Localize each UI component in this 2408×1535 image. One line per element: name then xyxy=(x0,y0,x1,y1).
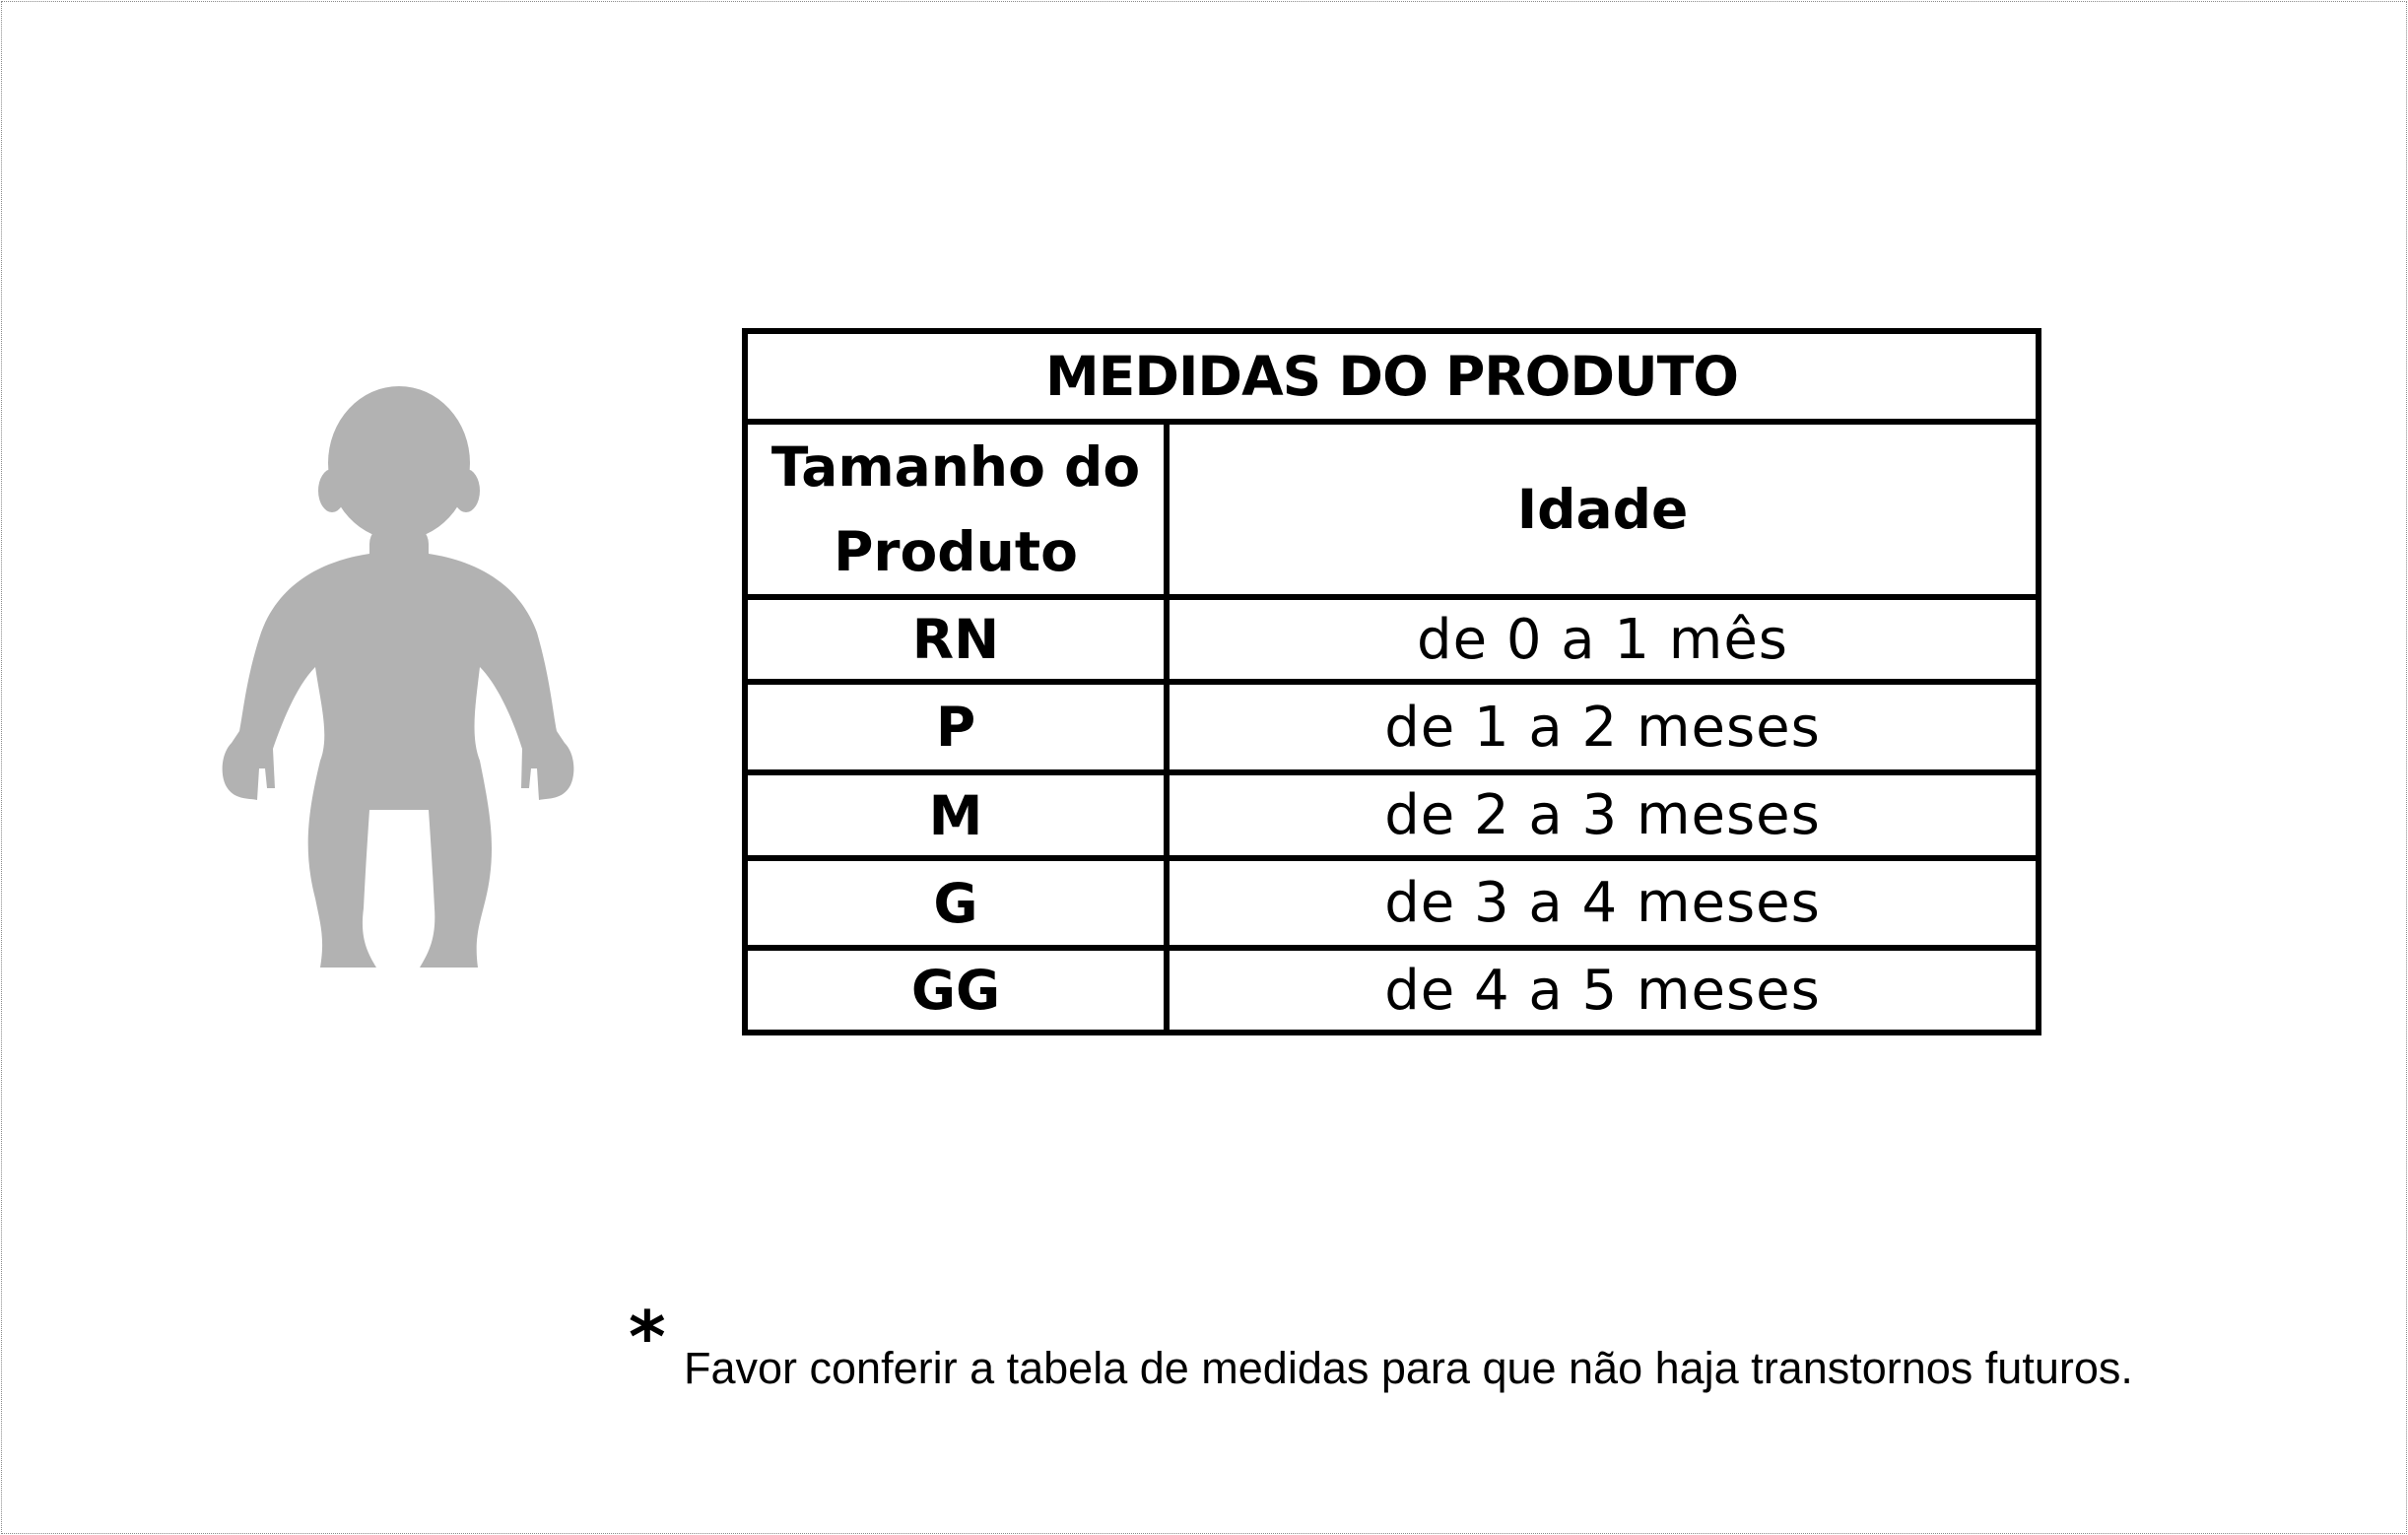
table-row xyxy=(745,772,2039,858)
size-cell: M xyxy=(745,772,1167,858)
table-row xyxy=(745,858,2039,948)
age-cell: de 3 a 4 meses xyxy=(1167,858,2039,948)
table-row xyxy=(745,948,2039,1033)
footnote-asterisk: * xyxy=(629,1296,666,1378)
size-cell: RN xyxy=(745,597,1167,682)
age-cell: de 0 a 1 mês xyxy=(1167,597,2039,682)
age-cell: de 4 a 5 meses xyxy=(1167,948,2039,1033)
header-size xyxy=(745,422,1167,597)
size-cell: GG xyxy=(745,948,1167,1033)
size-cell: G xyxy=(745,858,1167,948)
footnote-text: Favor conferir a tabela de medidas para que não haja transtornos futuros. xyxy=(684,1343,2133,1393)
age-cell: de 2 a 3 meses xyxy=(1167,772,2039,858)
size-chart-table xyxy=(742,328,2041,1035)
size-cell: P xyxy=(745,682,1167,772)
header-size-line2: Produto xyxy=(834,520,1078,583)
table-title: MEDIDAS DO PRODUTO xyxy=(745,331,2039,422)
table-row xyxy=(745,682,2039,772)
header-age: Idade xyxy=(1167,422,2039,597)
age-cell: de 1 a 2 meses xyxy=(1167,682,2039,772)
baby-silhouette-icon xyxy=(222,386,576,977)
table-row xyxy=(745,597,2039,682)
header-size-line1: Tamanho do xyxy=(770,435,1141,499)
